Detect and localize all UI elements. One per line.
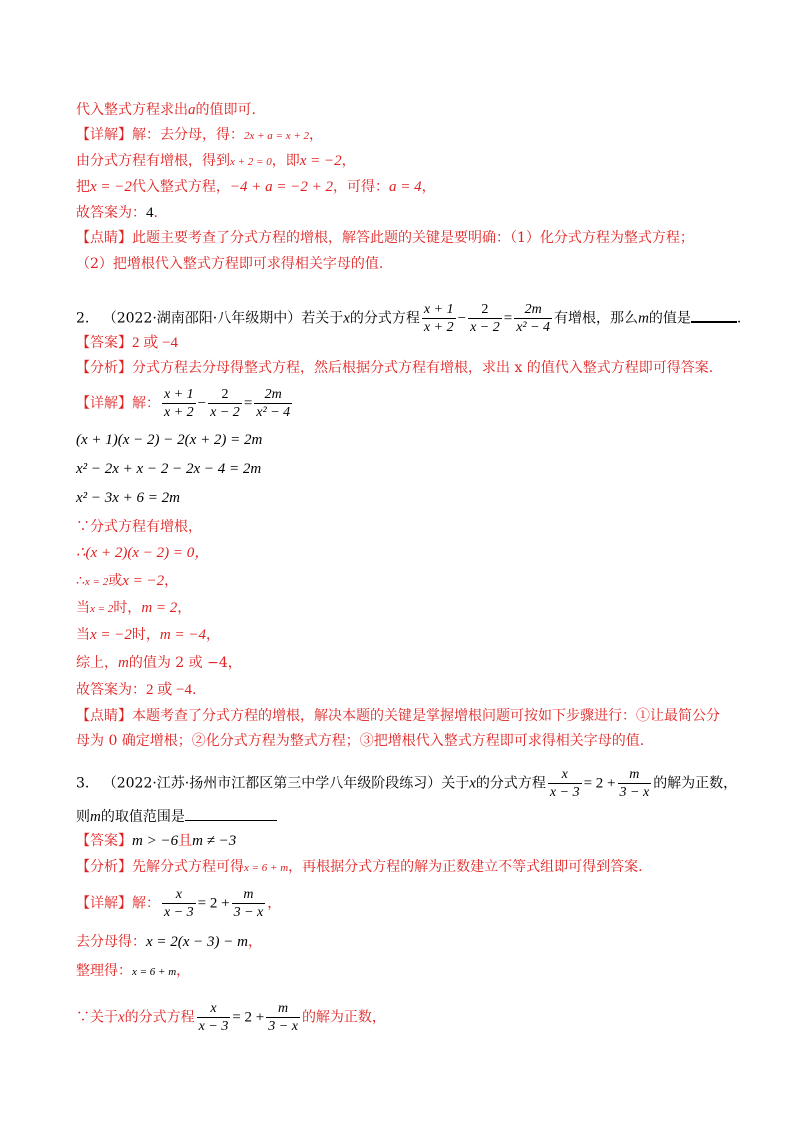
equation: x² − 3x + 6 = 2m xyxy=(76,490,181,506)
text: . xyxy=(153,205,158,221)
section-tag: 【分析】 xyxy=(76,859,132,875)
math: m = −4 xyxy=(159,627,206,643)
section-tag: 【详解】 xyxy=(76,395,132,412)
text-line xyxy=(76,101,256,119)
text: 把 xyxy=(76,179,90,195)
question-text: （2022·湖南邵阳·八年级期中）若关于 xyxy=(102,310,344,327)
text-line: 整理得：x = 6 + m， xyxy=(76,963,191,979)
text: ，可得： xyxy=(333,179,390,195)
text: ， xyxy=(341,153,356,169)
question-text: 的分式方程 xyxy=(349,310,420,327)
math: −4 + a = −2 + 2 xyxy=(229,179,334,195)
math: x = 2 xyxy=(90,603,114,615)
fraction: $\frac{2m}{\text{x² − 4}}$ xyxy=(516,302,551,335)
math: x = 2 xyxy=(84,576,109,588)
text: 代入整式方程， xyxy=(131,179,230,195)
section-tag: 【答案】 xyxy=(76,833,132,849)
section-tag: 【点睛】 xyxy=(76,230,132,246)
question-3-line-2: 则m的取值范围是 xyxy=(76,806,277,826)
fraction: $\frac{m}{3 - x}$ xyxy=(233,887,264,920)
answer-blank[interactable] xyxy=(185,806,277,821)
text: ， xyxy=(309,127,324,143)
equation: x² − 2x + x − 2 − 2x − 4 = 2m xyxy=(76,461,262,477)
fraction: $\frac{x}{x - 3}$ xyxy=(549,767,580,800)
text-line: 【详解】解： $\frac{x}{x - 3}$ = 2 + $\frac{m}{3 - x}$ ， xyxy=(76,887,282,920)
math: x + 2 = 0 xyxy=(230,156,272,168)
section-tag: 【答案】 xyxy=(76,335,132,351)
text-line: 去分母得：x = 2(x − 3) − m， xyxy=(76,934,263,950)
text-line: 当x = 2时，m = 2， xyxy=(76,600,192,616)
question-3: 3. （2022·江苏·扬州市江都区第三中学八年级阶段练习）关于x的分式方程 $\frac{x}{x - 3}$ = 2 + $\frac{m}{3 - x}$ 的解为正数， xyxy=(76,767,738,800)
fraction: $\frac{x}{x - 3}$ xyxy=(164,887,194,920)
question-text: （2022·江苏·扬州市江都区第三中学八年级阶段练习）关于 xyxy=(102,775,470,792)
fraction: $\frac{m}{3 - x}$ xyxy=(619,767,650,800)
text: 解： xyxy=(132,395,160,412)
text-line xyxy=(76,544,209,562)
fraction: $\frac{m}{3 - x}$ xyxy=(268,1001,298,1034)
math-var: m xyxy=(118,655,129,671)
question-text: 的解为正数， xyxy=(653,775,738,792)
text-line: 当x = −2时，m = −4， xyxy=(76,627,220,643)
fraction: $\frac{x}{x - 3}$ xyxy=(198,1001,229,1034)
answer: 2 或 −4 xyxy=(132,335,178,351)
math: m > −6 xyxy=(132,833,179,849)
question-number: 3. xyxy=(76,775,90,792)
text-line: ∴x = 2或x = −2， xyxy=(76,573,179,589)
text: ， xyxy=(421,179,436,195)
math: x = 2(x − 3) − m xyxy=(146,934,249,950)
question-text: 的分式方程 xyxy=(475,775,546,792)
question-2: 2. （2022·湖南邵阳·八年级期中）若关于x的分式方程 $\frac{x + 1}{x + 2}$ − $\frac{2}{x - 2}$ = $\frac{2m}{\text{x² − 4}}$ 有增根，那么m的值是 . xyxy=(76,302,742,335)
text-line: 【详解】解： $\frac{x + 1}{x + 2}$ − $\frac{2}{x - 2}$ = $\frac{2m}{\text{x² − 4}}$ xyxy=(76,387,291,420)
math-var: a xyxy=(188,102,196,118)
answer: 2 或 −4 xyxy=(146,682,192,698)
text-line: 【分析】先解分式方程可得x = 6 + m，再根据分式方程的解为正数建立不等式组即可得到答案. xyxy=(76,859,643,875)
fraction: $\frac{2}{x - 2}$ xyxy=(470,302,500,335)
text-line: 故答案为：2 或 −4. xyxy=(76,682,197,698)
text-line: 综上，m的值为 2 或 −4， xyxy=(76,655,242,671)
text: ，即 xyxy=(271,153,300,169)
answer-blank[interactable] xyxy=(691,307,737,323)
text-line: 母为 0 确定增根；②化分式方程为整式方程；③把增根代入整式方程即可求得相关字母的值. xyxy=(76,733,645,749)
equation: (x + 1)(x − 2) − 2(x + 2) = 2m xyxy=(76,432,263,448)
math-var: x xyxy=(469,775,476,792)
answer: 4 xyxy=(146,205,154,221)
text: 由分式方程有增根，得到 xyxy=(76,153,230,169)
text-line xyxy=(76,178,436,196)
math-var: x xyxy=(343,310,350,327)
text-line: ∵关于x的分式方程 $\frac{x}{x - 3}$ = 2 + $\frac{m}{3 - x}$ 的解为正数， xyxy=(76,1001,386,1034)
section-tag: 【详解】 xyxy=(76,127,132,143)
fraction: $\frac{2}{x - 2}$ xyxy=(210,387,240,420)
math-var: x xyxy=(118,1009,125,1026)
math: x = 6 + m xyxy=(244,862,289,874)
text: 的值即可. xyxy=(195,102,256,118)
math-var: m xyxy=(638,310,649,327)
text-line xyxy=(76,255,383,273)
question-number: 2. xyxy=(76,310,90,327)
math: x = −2 xyxy=(299,153,342,169)
question-text: 的值是 xyxy=(648,310,691,327)
text-line xyxy=(76,334,178,352)
section-tag: 【点睛】 xyxy=(76,708,132,724)
math: m = 2 xyxy=(141,600,178,616)
text: 本题考查了分式方程的增根，解决本题的关键是掌握增根问题可按如下步骤进行：①让最简公分 xyxy=(132,708,720,724)
text: 分式方程去分母得整式方程，然后根据分式方程有增根，求出 x 的值代入整式方程即可得答案. xyxy=(132,360,714,376)
question-text: 有增根，那么 xyxy=(554,310,639,327)
text-line: ∵分式方程有增根， xyxy=(76,519,202,535)
section-tag: 【分析】 xyxy=(76,360,132,376)
text-line xyxy=(76,359,713,377)
text-line xyxy=(76,229,694,247)
text: 解：去分母，得： xyxy=(132,127,244,143)
math-var: m xyxy=(90,809,101,825)
text-line xyxy=(76,126,323,145)
text-line xyxy=(76,152,356,171)
math: 2x + a = x + 2 xyxy=(244,130,310,142)
text: 此题主要考查了分式方程的增根，解答此题的关键是要明确：（1）化分式方程为整式方程； xyxy=(132,230,694,246)
fraction: $\frac{x + 1}{x + 2}$ xyxy=(423,302,454,335)
text: 代入整式方程求出 xyxy=(76,102,188,118)
fraction: $\frac{2m}{\text{x² − 4}}$ xyxy=(256,387,291,420)
math: a = 4 xyxy=(389,179,422,195)
math: x = −2 xyxy=(90,179,132,195)
text-line: 【答案】m > −6且m ≠ −3 xyxy=(76,833,237,849)
math: x = −2 xyxy=(90,627,132,643)
text-line xyxy=(76,204,158,222)
text-line xyxy=(76,707,720,725)
math: m ≠ −3 xyxy=(192,833,237,849)
section-tag: 【详解】 xyxy=(76,895,132,912)
text: 故答案为： xyxy=(76,205,146,221)
math: x = −2 xyxy=(122,573,165,589)
fraction: $\frac{x + 1}{x + 2}$ xyxy=(164,387,194,420)
math: x = 6 + m xyxy=(132,966,177,978)
text: （2）把增根代入整式方程即可求得相关字母的值. xyxy=(76,256,384,272)
math: ∴(x + 2)(x − 2) = 0， xyxy=(76,545,210,561)
